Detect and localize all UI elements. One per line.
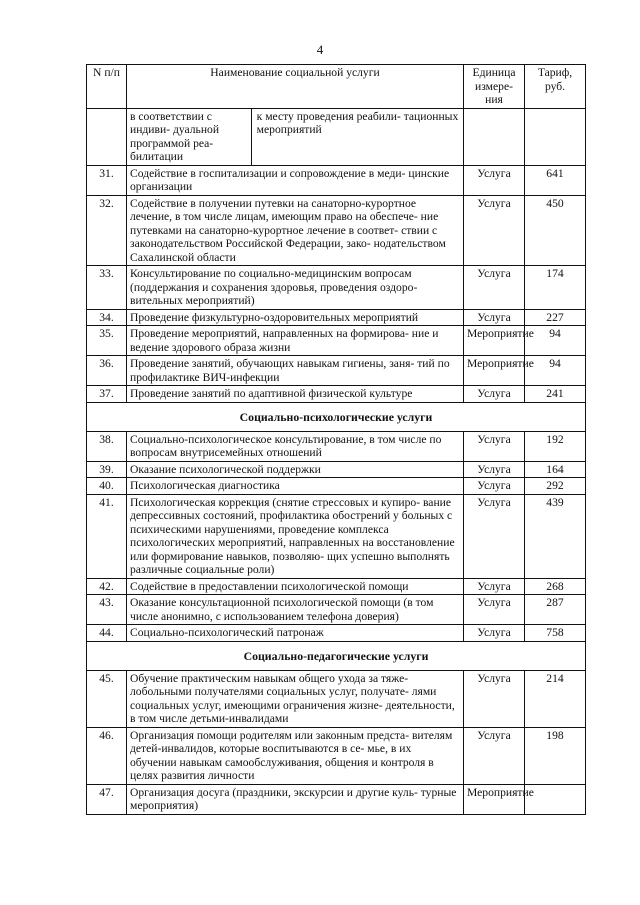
row-tariff: 94 <box>525 356 586 386</box>
row-tariff: 94 <box>525 326 586 356</box>
row-tariff: 227 <box>525 309 586 326</box>
table-header-row <box>87 65 586 109</box>
row-tariff: 214 <box>525 670 586 727</box>
section-heading: Социально-психологические услуги <box>87 402 586 431</box>
row-tariff: 192 <box>525 431 586 461</box>
row-tariff: 241 <box>525 386 586 403</box>
row-tariff: 641 <box>525 165 586 195</box>
section-pedagogical <box>87 641 586 670</box>
table-row <box>87 478 586 495</box>
table-row <box>87 309 586 326</box>
header-tariff: Тариф, руб. <box>525 65 586 109</box>
row-num: 35. <box>87 326 127 356</box>
row-tariff: 450 <box>525 195 586 266</box>
row-num: 46. <box>87 727 127 784</box>
row-num: 45. <box>87 670 127 727</box>
table-row <box>87 195 586 266</box>
row-num: 32. <box>87 195 127 266</box>
row-name: Консультирование по социально-медицинским вопросам (поддержания и сохранения здоровья, проведения оздоро- вительных мероприятий) <box>127 266 464 310</box>
header-name: Наименование социальной услуги <box>127 65 464 109</box>
row-tariff: 174 <box>525 266 586 310</box>
section-psychological <box>87 402 586 431</box>
row-num: 37. <box>87 386 127 403</box>
row-tariff: 287 <box>525 595 586 625</box>
row-unit: Услуга <box>464 461 525 478</box>
row-name: Проведение занятий по адаптивной физической культуре <box>127 386 464 403</box>
row-name: Содействие в госпитализации и сопровождение в меди- цинские организации <box>127 165 464 195</box>
row-num: 47. <box>87 784 127 814</box>
row-name: Психологическая коррекция (снятие стрессовых и купиро- вание депрессивных состояний, профилактика обострений у больных с психическими нарушениями, проведение комплекса психологических мероприятий, направленных на восстановление или формирование навыков, позволяю- щих успешно выполнять различные социальные роли) <box>127 494 464 578</box>
row-unit: Услуга <box>464 309 525 326</box>
continuation-cell <box>127 108 464 165</box>
row-num: 44. <box>87 625 127 642</box>
table-row <box>87 494 586 578</box>
header-num: N п/п <box>87 65 127 109</box>
continuation-left: в соответствии с индиви- дуальной программой реа- билитации <box>130 109 252 165</box>
continuation-row <box>87 108 586 165</box>
row-tariff: 198 <box>525 727 586 784</box>
tariff-table <box>86 64 586 815</box>
row-unit: Мероприятие <box>464 326 525 356</box>
row-tariff: 164 <box>525 461 586 478</box>
row-name: Проведение занятий, обучающих навыкам гигиены, заня- тий по профилактике ВИЧ-инфекции <box>127 356 464 386</box>
row-unit: Услуга <box>464 670 525 727</box>
table-row <box>87 625 586 642</box>
row-tariff: 292 <box>525 478 586 495</box>
row-num: 34. <box>87 309 127 326</box>
table-row <box>87 670 586 727</box>
row-name: Оказание психологической поддержки <box>127 461 464 478</box>
header-unit: Единица измере- ния <box>464 65 525 109</box>
row-unit: Услуга <box>464 727 525 784</box>
row-unit: Услуга <box>464 386 525 403</box>
row-num: 40. <box>87 478 127 495</box>
table-row <box>87 578 586 595</box>
row-num: 42. <box>87 578 127 595</box>
row-name: Оказание консультационной психологической помощи (в том числе анонимно, с использованием телефона доверия) <box>127 595 464 625</box>
table-row <box>87 266 586 310</box>
row-name: Социально-психологическое консультирование, в том числе по вопросам внутрисемейных отношений <box>127 431 464 461</box>
table-row <box>87 165 586 195</box>
row-num: 41. <box>87 494 127 578</box>
row-tariff: 268 <box>525 578 586 595</box>
row-unit: Мероприятие <box>464 784 525 814</box>
row-unit: Услуга <box>464 494 525 578</box>
row-name: Организация досуга (праздники, экскурсии и другие куль- турные мероприятия) <box>127 784 464 814</box>
row-num: 39. <box>87 461 127 478</box>
table-row <box>87 784 586 814</box>
row-name: Проведение физкультурно-оздоровительных мероприятий <box>127 309 464 326</box>
table-row <box>87 461 586 478</box>
table-row <box>87 595 586 625</box>
row-unit: Услуга <box>464 578 525 595</box>
table-row <box>87 326 586 356</box>
row-unit: Услуга <box>464 625 525 642</box>
row-name: Социально-психологический патронаж <box>127 625 464 642</box>
table-row <box>87 356 586 386</box>
row-name: Содействие в получении путевки на санаторно-курортное лечение, в том числе лицам, имеющим право на обеспече- ние путевками на санаторно-курортное лечение в соответ- ствии с законодательством Российской Федерации, зако- нодательством Сахалинской области <box>127 195 464 266</box>
row-name: Содействие в предоставлении психологической помощи <box>127 578 464 595</box>
row-unit: Услуга <box>464 195 525 266</box>
row-name: Организация помощи родителям или законным предста- вителям детей-инвалидов, которые воспитываются в се- мье, в их обучении навыкам самообслуживания, общения и контроля в целях развития личности <box>127 727 464 784</box>
row-name: Психологическая диагностика <box>127 478 464 495</box>
row-num: 38. <box>87 431 127 461</box>
row-num: 43. <box>87 595 127 625</box>
row-unit: Услуга <box>464 431 525 461</box>
row-unit: Услуга <box>464 595 525 625</box>
page-number: 4 <box>316 42 324 57</box>
table-row <box>87 386 586 403</box>
row-num: 36. <box>87 356 127 386</box>
row-unit: Мероприятие <box>464 356 525 386</box>
row-tariff: 758 <box>525 625 586 642</box>
row-num: 33. <box>87 266 127 310</box>
table-row <box>87 727 586 784</box>
section-heading: Социально-педагогические услуги <box>87 641 586 670</box>
row-num: 31. <box>87 165 127 195</box>
row-unit: Услуга <box>464 478 525 495</box>
table-row <box>87 431 586 461</box>
row-unit: Услуга <box>464 165 525 195</box>
continuation-right: к месту проведения реабили- тационных мероприятий <box>256 109 459 136</box>
row-unit: Услуга <box>464 266 525 310</box>
row-tariff: 439 <box>525 494 586 578</box>
row-name: Обучение практическим навыкам общего ухода за тяже- лобольными получателями социальных услуг, получате- лями социальных услуг, имеющими ограничения жизне- деятельности, в том числе детьми-инвалидами <box>127 670 464 727</box>
row-name: Проведение мероприятий, направленных на формирова- ние и ведение здорового образа жизни <box>127 326 464 356</box>
